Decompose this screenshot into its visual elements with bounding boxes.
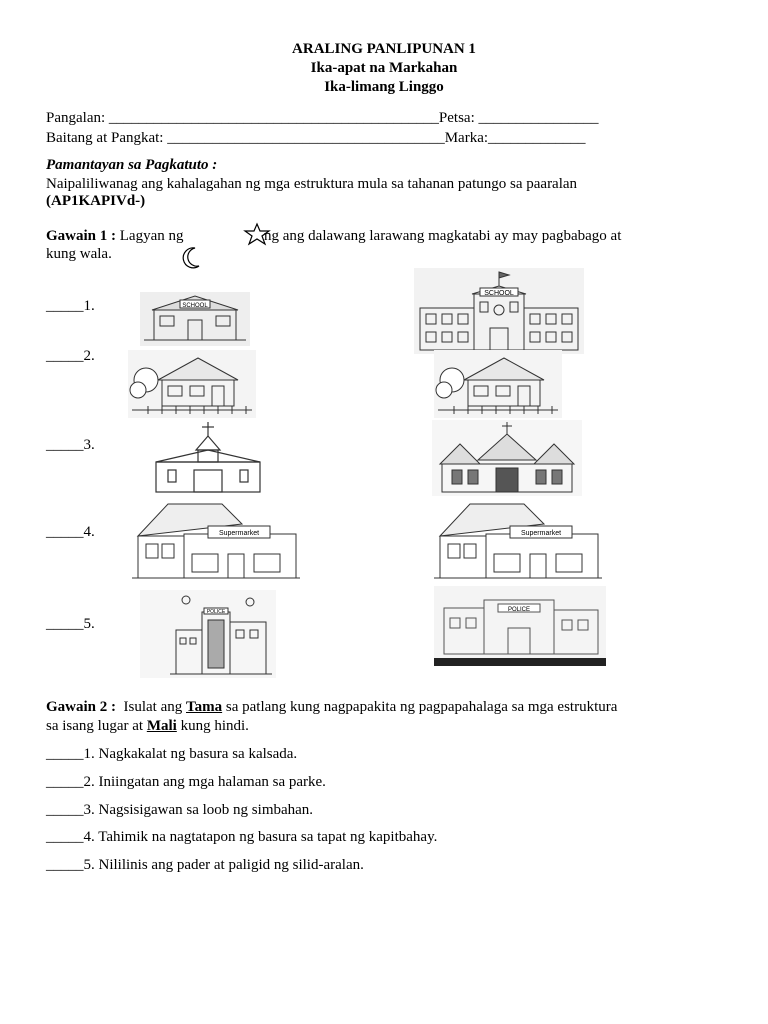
- worksheet-title: ARALING PANLIPUNAN 1: [292, 41, 476, 57]
- activity1-text-a: Lagyan ng: [119, 228, 184, 244]
- activity2-text-a: Isulat ang: [123, 699, 183, 715]
- grade-score-line: Baitang at Pangkat: _____________________________________Marka:_____________: [46, 130, 586, 146]
- activity2-item-3[interactable]: _____3. Nagsisigawan sa loob ng simbahan.: [46, 802, 314, 818]
- standard-heading: Pamantayan sa Pagkatuto :: [46, 157, 218, 173]
- school-big-image: [414, 268, 584, 354]
- church-small-image: [148, 420, 268, 496]
- item1-blank[interactable]: _____1.: [46, 298, 95, 314]
- school-label: SCHOOL: [182, 303, 208, 309]
- mali-word: Mali: [146, 718, 177, 734]
- school-big-label: SCHOOL: [484, 290, 514, 297]
- police-label: POLICE: [206, 609, 226, 615]
- activity2-text-c: sa isang lugar at: [46, 718, 144, 734]
- police-right-image: [434, 586, 606, 666]
- standard-code: (AP1KAPIVd-): [46, 193, 146, 209]
- supermarket-right-label: Supermarket: [520, 530, 562, 537]
- activity2-instruction-line2: [46, 718, 249, 735]
- supermarket-left-image: [132, 500, 300, 582]
- activity2-label: Gawain 2 :: [46, 699, 117, 715]
- activity2-item-5[interactable]: _____5. Nililinis ang pader at paligid ng silid-aralan.: [46, 857, 364, 873]
- activity2-item-4[interactable]: _____4. Tahimik na nagtatapon ng basura sa tapat ng kapitbahay.: [46, 829, 438, 845]
- item2-blank[interactable]: _____2.: [46, 348, 95, 364]
- police-left-image: [140, 590, 276, 678]
- supermarket-right-image: [434, 500, 602, 582]
- moon-icon: [178, 245, 204, 276]
- supermarket-label: Supermarket: [218, 530, 260, 537]
- item4-blank[interactable]: _____4.: [46, 524, 95, 540]
- school-small-image: [140, 292, 250, 346]
- name-date-line: Pangalan: ____________________________________________Petsa: ________________: [46, 110, 599, 126]
- police-right-label: POLICE: [507, 607, 531, 613]
- activity2-text-d: kung hindi.: [180, 718, 249, 734]
- activity1-instruction: [46, 228, 184, 245]
- quarter-subtitle: Ika-apat na Markahan: [310, 60, 458, 76]
- church-big-image: [432, 420, 582, 496]
- activity1-label: Gawain 1 :: [46, 228, 117, 244]
- activity2-item-1[interactable]: _____1. Nagkakalat ng basura sa kalsada.: [46, 746, 298, 762]
- activity2-item-2[interactable]: _____2. Iniingatan ang mga halaman sa parke.: [46, 774, 326, 790]
- tama-word: Tama: [186, 699, 223, 715]
- week-subtitle: Ika-limang Linggo: [324, 79, 444, 95]
- standard-text: Naipaliliwanag ang kahalagahan ng mga estruktura mula sa tahanan patungo sa paaralan: [46, 176, 578, 192]
- house-left-image: [128, 350, 256, 418]
- activity2-text-b: sa patlang kung nagpapakita ng pagpapahalaga sa mga estruktura: [225, 699, 618, 715]
- house-right-image: [434, 350, 562, 418]
- activity1-text-b: ng ang dalawang larawang magkatabi ay may pagbabago at: [264, 228, 622, 244]
- item3-blank[interactable]: _____3.: [46, 437, 95, 453]
- activity1-text-c: kung wala.: [46, 246, 112, 262]
- item5-blank[interactable]: _____5.: [46, 616, 95, 632]
- activity2-instruction: [46, 699, 617, 716]
